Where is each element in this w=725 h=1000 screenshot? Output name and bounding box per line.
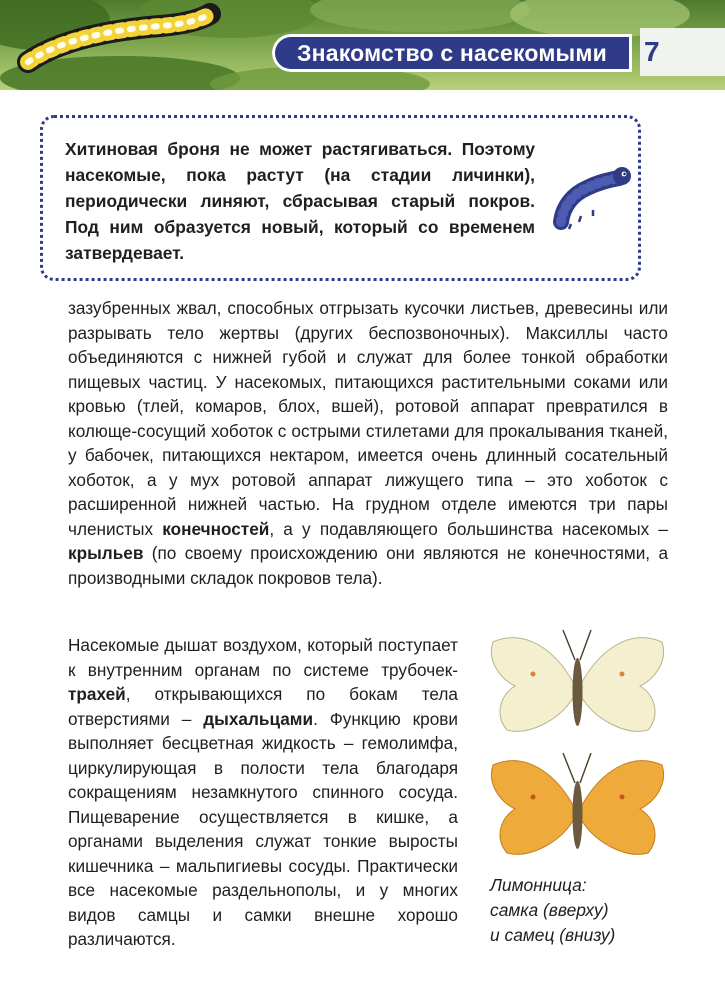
para1-text-c: (по своему происхождению они являются не конечностями, а производными складок покровов тела). xyxy=(68,543,668,588)
term-spiracles: дыхальцами xyxy=(203,708,314,729)
body-paragraph-1 xyxy=(68,296,668,590)
callout-text: Хитиновая броня не может растягиваться. Поэтому насекомые, пока растут (на стадии личинки), периодически линяют, сбрасывая старый покров. Под ним образуется новый, который со временем затвердевает. xyxy=(65,139,535,263)
para2-text-a: Насекомые дышат воздухом, который поступает к внутренним органам по системе трубочек- xyxy=(68,635,458,680)
male-brimstone-butterfly-illustration xyxy=(485,745,670,870)
body-paragraph-2 xyxy=(68,633,458,952)
callout-box xyxy=(40,115,641,281)
caption-line-1: Лимонница: xyxy=(490,875,587,895)
section-title-tab xyxy=(272,34,632,72)
para2-text-c: . Функцию крови выполняет бесцветная жидкость – гемолимфа, циркулирующая в полости тела благодаря сокращениям незамкнутого спинного сосуда. Пищеварение осуществляется в кишке, а органами выделения служат тонкие выросты кишечника – мальпигиевы сосуды. Практически все насекомые раздельнополы, и у многих видов самцы и самки внешне хорошо различаются. xyxy=(68,708,458,949)
caption-line-3: и самец (внизу) xyxy=(490,925,616,945)
page-number-box xyxy=(640,28,725,76)
caption-line-2: самка (вверху) xyxy=(490,900,609,920)
page-number: 7 xyxy=(644,36,660,67)
figure-caption xyxy=(490,873,670,948)
term-tracheae: трахей xyxy=(68,684,126,704)
term-limbs: конечностей xyxy=(162,518,270,539)
blue-caterpillar-icon xyxy=(553,166,633,230)
female-brimstone-butterfly-illustration xyxy=(485,620,670,745)
para2-text-b: , открывающихся по бокам тела отверстиями – xyxy=(68,684,458,729)
para1-text-b: , а у подавляющего большинства насекомых – xyxy=(269,518,668,539)
section-title: Знакомство с насекомыми xyxy=(297,39,607,66)
para1-text-a: зазубренных жвал, способных отгрызать кусочки листьев, древесины или разрывать тело жертвы (других беспозвоночных). Максиллы часто объединяются с нижней губой и служат для более тонкой обработки пищевых частиц. У насекомых, питающихся растительными соками или кровью (тлей, комаров, блох, вшей), ротовой аппарат превратился в колюще-сосущий хоботок с острыми стилетами для прокалывания тканей, у бабочек, питающихся нектаром, имеется очень длинный сосательный хоботок, а у мух ротовой аппарат лижущего типа – это хоботок с расширенной нижней частью. На грудном отделе имеются три пары членистых xyxy=(68,298,668,539)
term-wings: крыльев xyxy=(68,543,144,563)
